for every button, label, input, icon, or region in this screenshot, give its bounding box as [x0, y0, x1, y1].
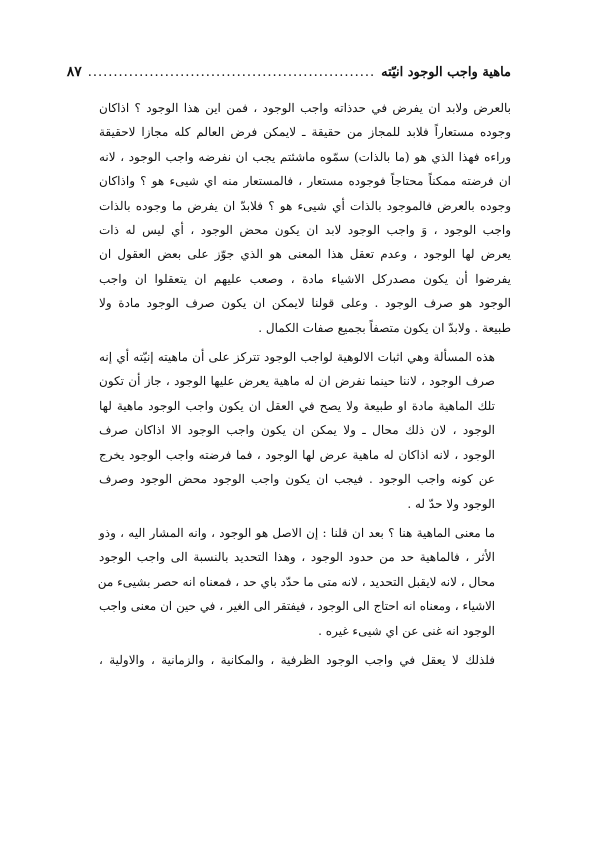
- text-line: محال ، لانه لايقبل التحديد ، لانه متى ما حدّد باي حد ، فمعناه انه حصر بشيىء من: [97, 574, 495, 589]
- page-number: ٨٧: [66, 64, 82, 80]
- text-line: الاشياء ، ومعناه انه احتاج الى الوجود ، فيفتقر الى الغير ، في حين ان معنى واجب: [99, 599, 495, 614]
- paragraph: [99, 96, 511, 340]
- body-text: [99, 96, 511, 677]
- text-line: ان فرضته ممكناً محتاجاً فوجوده مستعار ، فالمستعار منه اي شيىء هو ؟ واذاكان: [99, 174, 511, 189]
- text-line: وجوده مستعاراً فلابد للمجاز من حقيقة ـ لايمكن فرض العالم كله مجازا لاحقيقة: [99, 125, 511, 140]
- chapter-title: ماهية واجب الوجود انيّته: [381, 64, 511, 80]
- text-line: طبيعة . ولابدّ ان يكون متصفاً بجميع صفات الكمال .: [258, 320, 511, 335]
- text-line: الوجود ، لانه اذاكان له ماهية عرض لها الوجود ، فما فرضته واجب الوجود يخرج: [99, 447, 495, 462]
- text-line: فلذلك لا يعقل في واجب الوجود الظرفية ، والمكانية ، والزمانية ، والاولية ،: [99, 652, 495, 667]
- running-header: [66, 64, 511, 80]
- text-line: الوجود ، لان ذلك محال ـ ولا يمكن ان يكون واجب الوجود الا اذاكان صرف: [99, 423, 495, 438]
- paragraph: [99, 345, 511, 516]
- paragraph: [99, 521, 511, 643]
- text-line: الوجود ولا حدّ له .: [407, 496, 495, 511]
- text-line: تلك الماهية مادة او طبيعة ولا يصح في العقل ان يكون واجب الوجود ماهية لها: [99, 398, 495, 413]
- text-line: عن كونه واجب الوجود . فيجب ان يكون واجب الوجود محض الوجود وصرف: [99, 472, 495, 487]
- text-line: صرف الوجود ، لاننا حينما نفرض ان له ماهية يعرض عليها الوجود ، جاز أن تكون: [99, 374, 495, 389]
- text-line: وراءه فهذا الذي هو (ما بالذات) سمّوه ماشئتم يجب ان نفرضه واجب الوجود ، لانه: [99, 149, 511, 164]
- text-line: يعرض لها الوجود ، وعدم تعقل هذا المعنى هو الذي جوّز على بعض العقول ان: [99, 247, 511, 262]
- text-line: وجوده بالعرض فالموجود بالذات أي شيىء هو ؟ فلابدّ ان يفرض ما وجوده بالذات: [99, 198, 511, 213]
- text-line: هذه المسألة وهي اثبات الالوهية لواجب الوجود تتركز على أن ماهيته إنيّته أي إنه: [99, 350, 495, 365]
- paragraph: [99, 648, 511, 672]
- text-line: بالعرض ولابد ان يفرض في حدذاته واجب الوجود ، فمن اين هذا الوجود ؟ اذاكان: [99, 101, 511, 115]
- text-line: الأثر ، فالماهية حد من حدود الوجود ، وهذا التحديد بالنسبة الى واجب الوجود: [99, 550, 495, 565]
- text-line: الوجود هو صرف الوجود . وعلى قولنا لايمكن ان يكون صرف الوجود مادة ولا: [99, 296, 511, 311]
- text-line: ما معنى الماهية هنا ؟ بعد ان قلنا : إن الاصل هو الوجود ، وانه المشار اليه ، وذو: [99, 525, 495, 540]
- text-line: الوجود انه غنى عن اي شيىء غيره .: [318, 623, 495, 638]
- text-line: واجب الوجود ، وَ واجب الوجود لابد ان يكون محض الوجود ، أي ليس له ذات: [99, 223, 512, 238]
- text-line: يفرضوا أن يكون مصدركل الاشياء مادة ، وصعب عليهم ان يتعقلوا ان واجب: [99, 271, 511, 286]
- leader-dots: ........................................................: [87, 64, 376, 80]
